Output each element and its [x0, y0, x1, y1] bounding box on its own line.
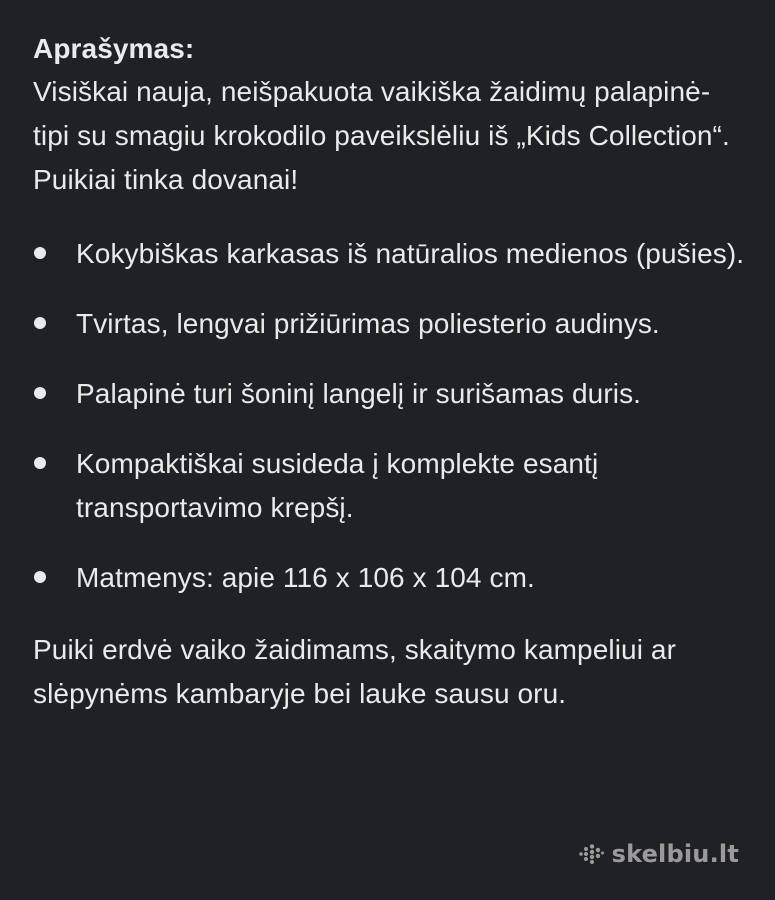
list-item-text: Tvirtas, lengvai prižiūrimas poliesterio audinys.	[76, 308, 660, 339]
description-section	[33, 28, 745, 716]
description-intro: Visiškai nauja, neišpakuota vaikiška žaidimų palapinė-tipi su smagiu krokodilo paveikslėliu iš „Kids Collection“. Puikiai tinka dovanai!	[33, 76, 730, 195]
list-item-text: Matmenys: apie 116 x 106 x 104 cm.	[76, 562, 535, 593]
description-heading: Aprašymas:	[33, 33, 195, 64]
bullet-icon	[34, 317, 46, 329]
bullet-icon	[34, 457, 46, 469]
list-item-text: Kokybiškas karkasas iš natūralios medienos (pušies).	[76, 238, 745, 269]
list-item-text: Palapinė turi šoninį langelį ir surišamas duris.	[76, 378, 642, 409]
list-item-text: Kompaktiškai susideda į komplekte esantį transportavimo krepšį.	[76, 448, 599, 523]
list-item	[33, 372, 745, 416]
description-closing: Puiki erdvė vaiko žaidimams, skaitymo kampeliui ar slėpynėms kambaryje bei lauke sausu oru.	[33, 634, 676, 709]
list-item	[33, 232, 745, 276]
feature-list	[33, 232, 745, 600]
bullet-icon	[34, 571, 46, 583]
watermark-text: skelbiu.lt	[611, 840, 739, 868]
list-item	[33, 442, 745, 530]
list-item	[33, 302, 745, 346]
bullet-icon	[34, 247, 46, 259]
dots-logo-icon	[578, 844, 604, 864]
bullet-icon	[34, 387, 46, 399]
skelbiu-watermark	[578, 840, 739, 868]
list-item	[33, 556, 745, 600]
